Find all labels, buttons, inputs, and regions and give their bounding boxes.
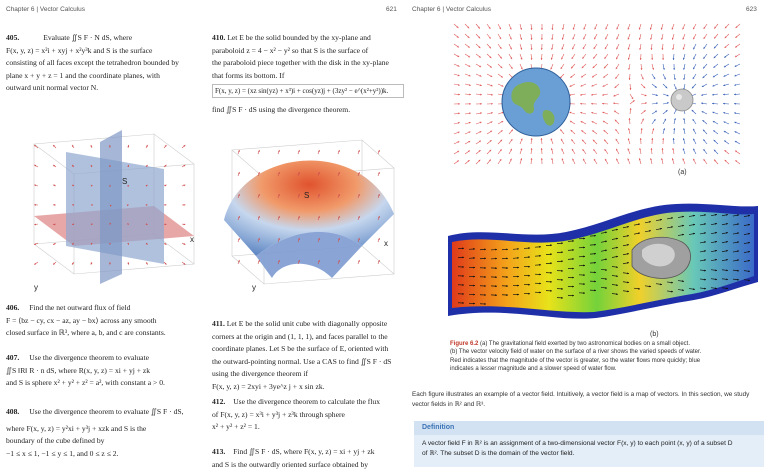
surface-label: S	[304, 191, 310, 200]
exercise-text: Let E be the solid bounded by the xy-plane and	[227, 33, 371, 42]
vector-arrowhead	[480, 103, 482, 105]
vector-arrowhead	[629, 78, 631, 80]
vector-arrowhead	[602, 103, 604, 105]
definition-box	[414, 421, 764, 467]
vector-arrowhead	[629, 88, 631, 90]
exercise-text: consisting of all faces except the tetrahedron bounded by	[6, 58, 179, 67]
vector-arrowhead	[663, 68, 665, 70]
vector-arrowhead	[591, 103, 593, 105]
paragraph-text: Each figure illustrates an example of a vector field. Intuitively, a vector field is a map of vectors. In this section, we study	[412, 391, 750, 398]
vector-arrowhead	[640, 58, 642, 60]
paraboloid-figure	[212, 128, 402, 292]
vector-arrowhead	[541, 38, 543, 40]
x-axis-label: x	[190, 235, 194, 244]
exercise-text: ∬S ‖R‖ R · n dS, where R(x, y, z) = xi + yj + zk	[6, 365, 151, 375]
vector-arrowhead	[712, 103, 714, 105]
vector-arrowhead	[650, 38, 652, 40]
exercise-text: Use the divergence theorem to calculate the flux	[233, 397, 381, 406]
exercise-text: x² + y² + z² = 1.	[212, 422, 260, 431]
figure-label-a: (a)	[678, 169, 687, 176]
vector-arrowhead	[667, 102, 669, 104]
exercise-412	[212, 396, 404, 434]
body-paragraph	[412, 390, 766, 410]
exercise-text: Evaluate ∬S F · N dS, where	[43, 33, 133, 42]
x-axis-label: x	[384, 239, 388, 248]
exercise-text: Use the divergence theorem to evaluate	[29, 353, 150, 362]
right-page	[406, 0, 768, 476]
exercise-formula: F(x, y, z) = (xz sin(yz) + x³)i + cos(yz)j + (3zy² − e^(x²+y²))k.	[212, 84, 404, 98]
vector-arrowhead	[673, 58, 675, 60]
y-axis-label: y	[34, 283, 38, 292]
vector-arrowhead	[541, 148, 543, 150]
page-number: 623	[746, 6, 757, 13]
exercise-text: plane x + y + z = 1 and the coordinate planes, with	[6, 70, 160, 80]
exercise-text: −1 ≤ x ≤ 1, −1 ≤ y ≤ 1, and 0 ≤ z ≤ 2.	[6, 448, 119, 458]
vector-arrowhead	[458, 103, 460, 105]
vector-arrowhead	[541, 48, 543, 50]
exercise-text: Let E be the solid unit cube with diagonally opposite	[226, 319, 388, 328]
exercise-text: using the divergence theorem if	[212, 369, 309, 378]
vector-arrowhead	[491, 103, 493, 105]
exercise-405	[6, 32, 206, 95]
planes-vector-field-figure	[4, 124, 204, 296]
exercise-text: and S is sphere x² + y² + z² = a², with constant a > 0.	[6, 378, 165, 387]
vertical-plane-y	[100, 130, 122, 284]
exercise-number: 405.	[6, 33, 20, 42]
vector-arrowhead	[640, 138, 642, 140]
exercise-text: corners at the origin and (1, 1, 1), and faces parallel to the	[212, 331, 388, 341]
vector-arrowhead	[662, 138, 664, 140]
exercise-text: closed surface in ℝ³, where a, b, and c are constants.	[6, 328, 166, 337]
vector-arrowhead	[661, 38, 663, 40]
exercise-text: find ∬S F · dS using the divergence theorem.	[212, 105, 351, 114]
exercise-text: where F(x, y, z) = y²xi + y³j + xzk and S is the	[6, 423, 147, 433]
exercise-number: 411.	[212, 319, 225, 328]
definition-text: A vector field F in ℝ² is an assignment of a two-dimensional vector F(x, y) to each point (x, y) of a subset D	[422, 440, 733, 447]
exercise-text: boundary of the cube defined by	[6, 436, 105, 445]
exercise-410	[212, 32, 404, 117]
exercise-text: and S is the outwardly oriented surface obtained by	[212, 459, 369, 469]
exercise-text: Use the divergence theorem to evaluate ∬S F · dS,	[29, 407, 184, 416]
exercise-number: 412.	[212, 397, 226, 406]
exercise-411	[212, 318, 404, 393]
exercise-number: 410.	[212, 33, 226, 42]
exercise-408	[6, 406, 206, 460]
vector-arrowhead	[662, 58, 664, 60]
vector-arrowhead	[734, 93, 736, 95]
vector-arrowhead	[723, 103, 725, 105]
definition-text: of ℝ². The subset D is the domain of the vector field.	[422, 450, 575, 457]
exercise-text: Find ∬S F · dS, where F(x, y, z) = xi + yj + zk	[233, 447, 375, 456]
vector-arrowhead	[183, 223, 185, 225]
exercise-number: 407.	[6, 353, 20, 362]
paragraph-text: vector fields in ℝ² and ℝ³.	[412, 401, 485, 408]
vector-arrowhead	[651, 138, 653, 140]
page-header-left: Chapter 6 | Vector Calculus	[412, 6, 492, 13]
exercise-text: that forms its bottom. If	[212, 70, 285, 80]
vector-arrowhead	[458, 93, 460, 95]
vector-arrowhead	[580, 103, 582, 105]
page-header-left: Chapter 6 | Vector Calculus	[6, 6, 86, 13]
vector-arrowhead	[673, 68, 675, 70]
vector-arrowhead	[683, 68, 685, 70]
page-number: 621	[386, 6, 397, 13]
gravitational-field-figure	[450, 18, 750, 178]
vector-arrowhead	[673, 138, 675, 140]
exercise-number: 406.	[6, 303, 20, 312]
vector-arrowhead	[651, 58, 653, 60]
exercise-text: F = ⟨bz − cy, cx − az, ay − bx⟩ across any smooth	[6, 315, 157, 325]
vector-arrowhead	[629, 118, 631, 120]
vector-arrowhead	[734, 103, 736, 105]
vector-arrowhead	[673, 128, 675, 130]
vector-field-arrows	[454, 24, 740, 164]
y-axis-label: y	[252, 283, 256, 292]
vector-arrowhead	[469, 103, 471, 105]
caption-text: indicates a lesser magnitude and a slower speed of water flow.	[450, 366, 617, 373]
vector-arrowhead	[34, 204, 36, 206]
vector-arrowhead	[165, 204, 167, 206]
vector-arrowhead	[184, 204, 186, 206]
exercise-text: F(x, y, z) = x²i + xyj + x²y³k and S is the surface	[6, 45, 153, 55]
vector-arrowhead	[683, 128, 685, 130]
vector-arrowhead	[541, 158, 543, 160]
caption-text: (b) The vector velocity field of water on the surface of a river shows the varied speeds of water.	[450, 349, 702, 356]
exercise-text: of F(x, y, z) = x³i + y³j + z³k through sphere	[212, 409, 345, 419]
exercise-text: the outward-pointing normal. Use a CAS to find ∬S F · dS	[212, 356, 392, 366]
caption-text: (a) The gravitational field exerted by two astronomical bodies on a small object.	[478, 341, 691, 347]
vector-arrowhead	[661, 158, 663, 160]
vector-arrowhead	[562, 28, 564, 30]
river-velocity-figure	[446, 196, 762, 338]
exercise-407	[6, 352, 206, 390]
moon-body	[671, 89, 693, 111]
moon-highlight	[676, 94, 682, 100]
exercise-text: outward unit normal vector N.	[6, 83, 99, 92]
vector-arrowhead	[674, 118, 676, 120]
vector-arrowhead	[551, 48, 553, 50]
vector-arrowhead	[701, 94, 703, 96]
caption-text: Red indicates that the magnitude of the vector is greater, so the water flows more quickly; blue	[450, 357, 701, 364]
vector-arrowhead	[53, 204, 55, 206]
vector-arrowhead	[650, 158, 652, 160]
figure-caption	[450, 340, 760, 374]
exercise-text: the paraboloid piece together with the disk in the xy-plane	[212, 58, 389, 67]
exercise-text: paraboloid z = 4 − x² − y² so that S is the surface of	[212, 45, 369, 55]
surface-label: S	[122, 177, 128, 186]
exercise-text: Find the net outward flux of field	[29, 303, 131, 312]
earth-planet	[502, 68, 570, 136]
definition-title: Definition	[414, 421, 764, 435]
exercise-text: F(x, y, z) = 2xyi + 3ye^z j + x sin zk.	[212, 381, 325, 391]
exercise-406	[6, 302, 206, 340]
vector-arrowhead	[469, 94, 471, 96]
vector-arrowhead	[127, 145, 129, 147]
vector-arrowhead	[541, 28, 543, 30]
figure-label-b: (b)	[650, 331, 659, 338]
exercise-413	[212, 446, 404, 471]
definition-body	[422, 439, 758, 459]
exercise-number: 408.	[6, 407, 20, 416]
exercise-text: coordinate planes. Let S be the surface of E, oriented with	[212, 344, 389, 353]
figure-number: Figure 6.2	[450, 341, 479, 347]
exercise-number: 413.	[212, 447, 226, 456]
vector-arrowhead	[541, 58, 543, 60]
vector-arrowhead	[491, 112, 493, 114]
vector-arrowhead	[734, 84, 736, 86]
